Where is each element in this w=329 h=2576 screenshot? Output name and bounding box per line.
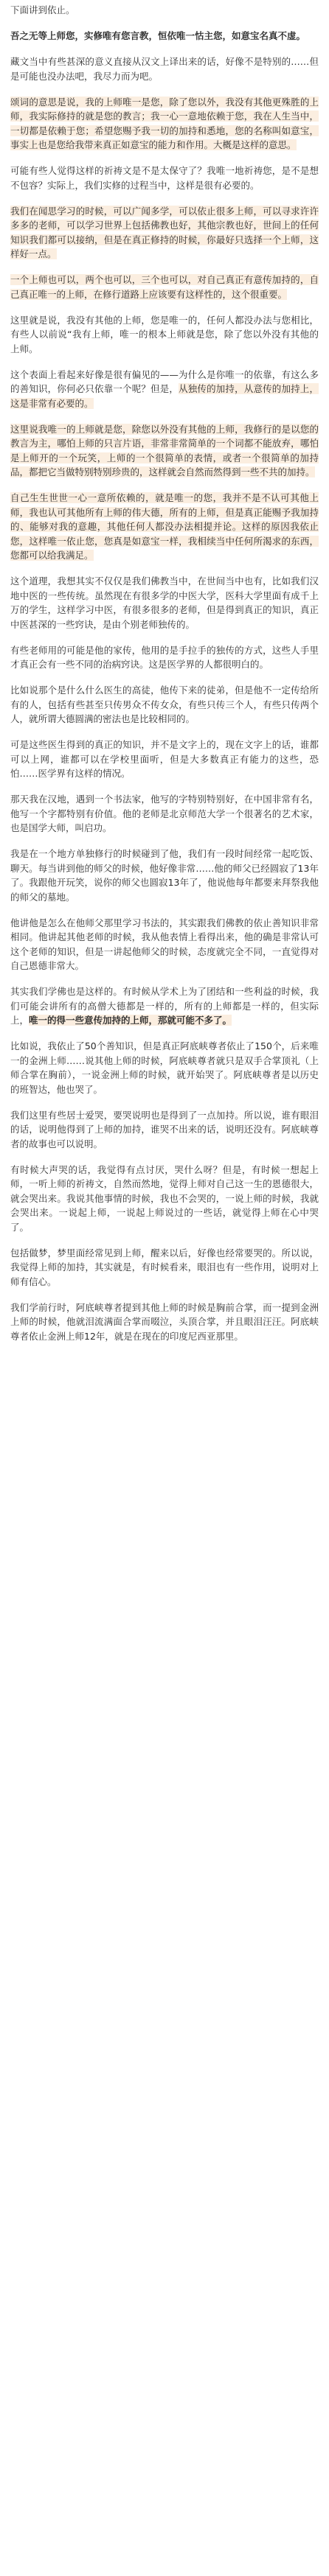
text-run: 有时候大声哭的话，我觉得有点讨厌，哭什么呀？但是，有时候一想起上师，一听上师的祈祷文，自然而然地，觉得上师对自己这一生的恩德很大，就会哭出来。我说其他事情的时候，我也不会哭的，一说上师的时候，我就会哭出来。一说起上师，一说起上师说过的一些话，就觉得上师在心中哭了。: [10, 1163, 319, 1233]
paragraph: [10, 1108, 319, 1152]
text-run: 他讲他是怎么在他师父那里学习书法的，其实跟我们佛教的依止善知识非常相同。他讲起其他老师的时候，我从他表情上看得出来，他的确是非常认可这个老师的知识，但是一讲起他师父的时候，态度就完全不同，一直觉得对自己恩德非常大。: [10, 917, 319, 971]
paragraph: [10, 491, 319, 563]
paragraph: [10, 3, 319, 18]
highlighted-text: 唯一的得一些意传加持的上师，那就可能不多了。: [29, 1015, 232, 1026]
paragraph: [10, 95, 319, 153]
text-run: 下面讲到依止。: [10, 4, 75, 15]
paragraph: [10, 204, 319, 262]
paragraph: [10, 683, 319, 727]
paragraph: [10, 1246, 319, 1289]
text-run: 藏文当中有些甚深的意义直接从汉文上译出来的话，好像不是特别的……但是可能也没办法吧，我尽力而为吧。: [10, 56, 319, 82]
text-run: 我们学前行时，阿底峡尊者提到其他上师的时候是胸前合掌，而一提到金洲上师的时候，他就泪流满面合掌而啜泣，头顶合掌，并且眼泪汪汪。阿底峡尊者依止金洲上师12年，就是在现在的印度尼西亚那里。: [10, 1301, 319, 1342]
paragraph: [10, 368, 319, 411]
paragraph: [10, 847, 319, 904]
bold-text: 吾之无等上师您，实修唯有您言教，恒依唯一怙主您，如意宝名真不虚。: [10, 30, 306, 41]
highlighted-text: 一个上师也可以，两个也可以，三个也可以，对自己真正有意传加持的，自己真正唯一的上师，在修行道路上应该要有这样性的，这个很重要。: [10, 274, 319, 300]
paragraph: [10, 422, 319, 480]
text-run: 比如说那个是什么什么医生的高徒，他传下来的徒弟，但是他不一定传给所有的人，包括有些甚至只传男众不传女众，有些只传三个人，有些只传两个人，就所谓大德圆满的密法也是比较相同的。: [10, 685, 319, 724]
text-run: 可是这些医生得到的真正的知识，并不是文字上的，现在文字上的话，谁都可以上网，谁都可以在学校里面听，但是大多数真正有能力的这些，恐怕……医学界有这样的情况。: [10, 739, 319, 779]
text-run: 这个表面上看起来好像是很有偏见的——为什么是你唯一的依靠，有这么多的善知识，你何必只依靠一个呢？但是，: [10, 368, 319, 394]
paragraph: [10, 1039, 319, 1096]
paragraph: [10, 792, 319, 836]
text-run: 我是在一个地方单独修行的时候碰到了他，我们有一段时间经常一起吃饭、聊天。每当讲到他的师父的时候，他好像非常……他的师父已经圆寂了13年了。我跟他开玩笑，说你的师父也圆寂13年了，他说他每年都要来拜祭我他的师父的墓地。: [10, 848, 319, 903]
text-run: 比如说，我依止了50个善知识，但是真正阿底峡尊者依止了150个，后来唯一的金洲上师……说其他上师的时候，阿底峡尊者就只是双手合掌顶礼（上师合掌在胸前），一说金洲上师的时候，就开始哭了。阿底峡尊者是以历史的班智达，他也哭了。: [10, 1040, 319, 1095]
highlighted-text: 这里说我唯一的上师就是您，除您以外没有其他的上师，我修行的是以您的教言为主，哪怕上师的只言片语，非常非常简单的一个词都不能放弃，哪怕是上师开的一个玩笑，上师的一个很简单的表情，或者一个很简单的加持品，都把它当做特别特别珍贵的，这样就会自然而然得到一些不共的加持。: [10, 423, 319, 477]
text-run: 有些老师用的可能是他的家传，他用的是手拉手的独传的方式，这些人手里才真正会有一些不同的治病窍诀。这是医学界的人都很明白的。: [10, 644, 319, 670]
paragraph: [10, 738, 319, 781]
highlighted-text: 我们在闻思学习的时候，可以广闻多学，可以依止很多上师，可以寻求许许多多的老师，可以学习世界上包括佛教也好，其他宗教也好，世间上的任何知识我们都可以接纳，但是在真正修持的时候，你最好只选择一个上师，这样好一点。: [10, 205, 319, 259]
paragraph: [10, 984, 319, 1028]
text-run: 这个道理，我想其实不仅仅是我们佛教当中，在世间当中也有，比如我们汉地中医的一些传统。虽然现在有很多学的中医大学，医科大学里面有成千上万的学生，这样学习中医，有很多很多的老师，但是得到真正的知识，真正中医甚深的一些窍诀，是由个别老师独传的。: [10, 575, 319, 630]
text-run: 那天我在汉地，遇到一个书法家，他写的字特别特别好，在中国非常有名，他写一个字都特别有价值。他的老师是北京师范大学一个很著名的艺术家，也是国学大师，叫启功。: [10, 794, 319, 833]
text-run: 我们这里有些居士爱哭，要哭说明也是得到了一点加持。所以说，谁有眼泪的话，说明他得到了上师的加持，谁哭不出来的话，说明还没有。阿底峡尊者的故事也可以说明。: [10, 1109, 319, 1149]
paragraph: [10, 313, 319, 357]
paragraph: [10, 29, 319, 43]
text-run: 包括做梦，梦里面经常见到上师，醒来以后，好像也经常要哭的。所以说，我觉得上师的加持，其实就是，有时候看来，眼泪也有一些作用，说明对上师有信心。: [10, 1247, 319, 1287]
highlighted-text: 颂词的意思是说，我的上师唯一是您，除了您以外，我没有其他更殊胜的上师，我实际修持的就是您的教言；我一心一意地依赖于您，我在人生当中，一切都是依赖于您；希望您赐予我一切的加持和悉地，您的名称叫如意宝，事实上也是您给我带来真正如意宝的能力和作用。大概是这样的意思。: [10, 96, 319, 150]
text-run: 可能有些人觉得这样的祈祷文是不是太保守了？我唯一地祈祷您，是不是想不包容？实际上，我们实修的过程当中，这样是很有必要的。: [10, 165, 319, 191]
text-run: 这里就是说，我没有其他的上师，您是唯一的，任何人都没办法与您相比，有些人以前说“我有上师，唯一的根本上师就是您，除了您以外没有其他的上师。: [10, 314, 319, 354]
paragraph: [10, 55, 319, 83]
highlighted-text: 自己生生世世一心一意所依赖的，就是唯一的您，我并不是不认可其他上师，我也认可其他所有上师的伟大德，所有的上师，但是真正能赐予我加持的、能够对我的意趣，其他任何人都没办法相提并论。这样的原因我依止您，这样唯一依止您，您真是如意宝一样，我相续当中任何所渴求的东西，您都可以给我满足。: [10, 492, 319, 561]
paragraph: [10, 916, 319, 973]
paragraph: [10, 643, 319, 672]
paragraph: [10, 1301, 319, 1344]
highlighted-text: 从独传的加持，从意传的加持上，这是非常有必要的。: [10, 383, 319, 409]
paragraph: [10, 164, 319, 192]
paragraph: [10, 273, 319, 301]
text-run: 其实我们学佛也是这样的。有时候从学术上为了团结和一些利益的时候，我们可能会讲所有的高僧大德都是一样的，所有的上师都是一样的，但实际上，: [10, 986, 319, 1026]
paragraph: [10, 1163, 319, 1235]
paragraph: [10, 574, 319, 631]
